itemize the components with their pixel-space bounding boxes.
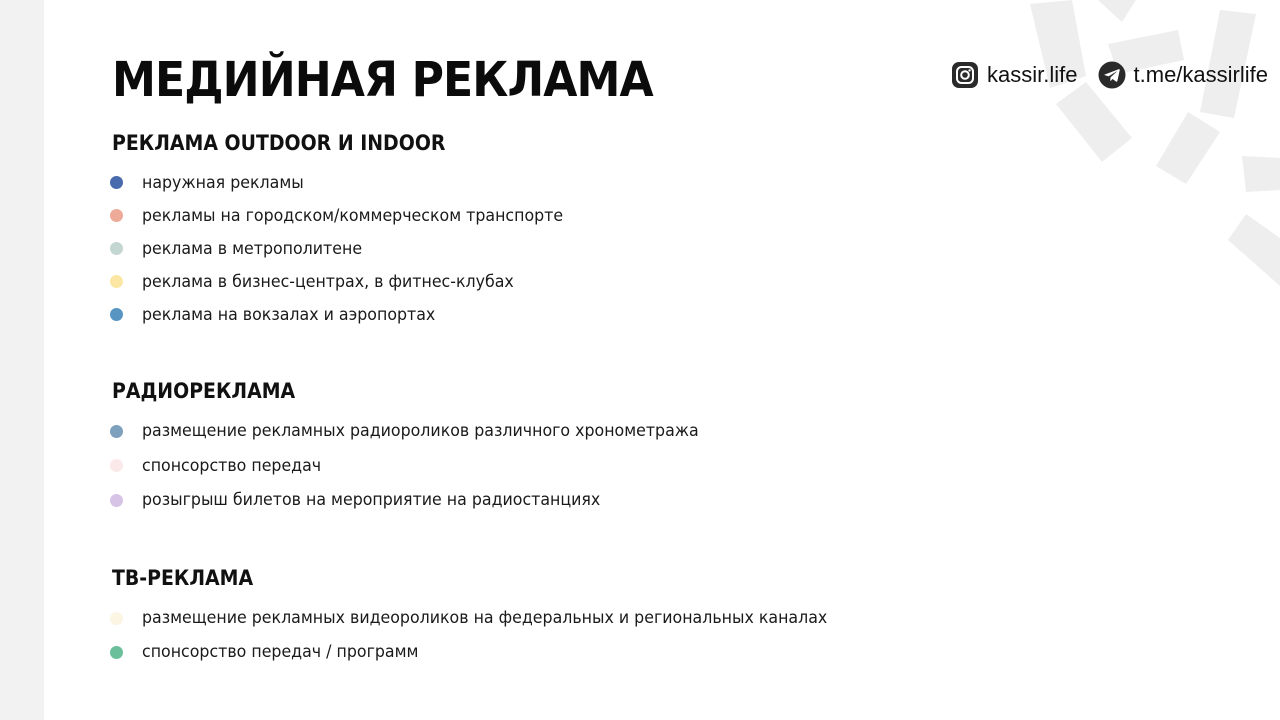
bullet-dot [110, 459, 123, 472]
section-title: ТВ-РЕКЛАМА [112, 566, 254, 590]
list-item [112, 635, 879, 669]
list-item-text: спонсорство передач [142, 455, 322, 476]
list-item [112, 298, 595, 331]
list-item-text: наружная рекламы [142, 172, 304, 193]
list-item [112, 601, 879, 635]
list-item-text: розыгрыш билетов на мероприятие на радиостанциях [142, 490, 601, 511]
bullet-dot [110, 209, 123, 222]
list-item [112, 199, 595, 232]
list-item-text: размещение рекламных радиороликов различного хронометража [142, 421, 699, 442]
section-tv [112, 564, 879, 669]
instagram-label: kassir.life [987, 62, 1078, 87]
section-outdoor-indoor [112, 129, 595, 331]
list-item-text: рекламы на городском/коммерческом транспорте [142, 205, 564, 226]
list-item [112, 483, 741, 518]
section-title: РЕКЛАМА OUTDOOR И INDOOR [112, 131, 446, 155]
list-item [112, 449, 741, 484]
side-strip [0, 0, 44, 720]
bullet-list [112, 414, 741, 518]
page-title: МЕДИЙНАЯ РЕКЛАМА [112, 52, 653, 108]
social-links [951, 60, 1268, 90]
list-item-text: спонсорство передач / программ [142, 642, 419, 662]
telegram-icon [1098, 61, 1126, 89]
bullet-dot [110, 494, 123, 507]
instagram-link[interactable] [951, 60, 1077, 90]
telegram-label: t.me/kassirlife [1133, 62, 1268, 87]
list-item [112, 166, 595, 199]
list-item-text: реклама в бизнес-центрах, в фитнес-клубах [142, 271, 514, 292]
bullet-dot [110, 176, 123, 189]
list-item-text: размещение рекламных видеороликов на федеральных и региональных каналах [142, 608, 828, 628]
list-item-text: реклама на вокзалах и аэропортах [142, 304, 436, 325]
bullet-list [112, 601, 879, 669]
bullet-list [112, 166, 595, 331]
bullet-dot [110, 242, 123, 255]
decorative-burst-graphic [1020, 0, 1280, 300]
bullet-dot [110, 275, 123, 288]
bullet-dot [110, 612, 123, 625]
list-item [112, 414, 741, 449]
list-item [112, 232, 595, 265]
telegram-link[interactable] [1098, 60, 1268, 90]
bullet-dot [110, 646, 123, 659]
bullet-dot [110, 425, 123, 438]
bullet-dot [110, 308, 123, 321]
list-item-text: реклама в метрополитене [142, 238, 363, 259]
section-title: РАДИОРЕКЛАМА [112, 379, 296, 403]
instagram-icon [951, 61, 979, 89]
list-item [112, 265, 595, 298]
section-radio [112, 377, 741, 518]
